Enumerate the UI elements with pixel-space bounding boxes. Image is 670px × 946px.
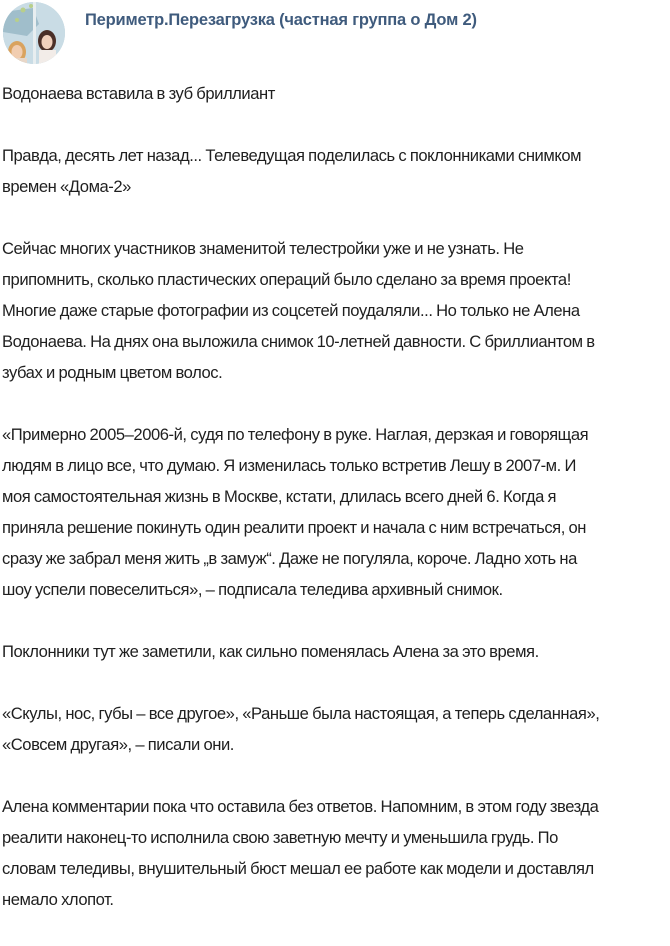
paragraph-lead [2,140,670,202]
paragraph-line: «Скулы, нос, губы – все другое», «Раньше была настоящая, а теперь сделанная», [2,704,600,723]
paragraph-fans [2,636,670,667]
paragraph-line: Многие даже старые фотографии из соцсетей поудаляли... Но только не Алена [2,301,580,320]
paragraph-line: шоу успели повеселиться», – подписала теледива архивный снимок. [2,580,503,599]
paragraph-line: Сейчас многих участников знаменитой телестройки уже и не узнать. Не [2,239,524,258]
group-avatar-photo-icon [3,2,65,64]
paragraph-line: времен «Дома-2» [2,177,131,196]
paragraph-line: моя самостоятельная жизнь в Москве, кстати, длилась всего дней 6. Когда я [2,487,557,506]
post-body [2,78,670,946]
paragraph-line: припомнить, сколько пластических операций было сделано за время проекта! [2,270,571,289]
post-header [0,0,670,70]
paragraph-line: реалити наконец-то исполнила свою заветную мечту и уменьшила грудь. По [2,828,558,847]
paragraph-line: словам теледивы, внушительный бюст мешал ее работе как модели и доставлял [2,859,594,878]
paragraph-comments [2,698,670,760]
paragraph-line: Алена комментарии пока что оставила без ответов. Напомним, в этом году звезда [2,797,599,816]
group-name-link[interactable]: Периметр.Перезагрузка (частная группа о Дом 2) [85,11,477,29]
paragraph-line: людям в лицо все, что думаю. Я изменилась только встретив Лешу в 2007-м. И [2,456,576,475]
paragraph-line: Водонаева. На днях она выложила снимок 10-летней давности. С бриллиантом в [2,332,595,351]
paragraph-line: зубах и родным цветом волос. [2,363,223,382]
paragraph-line: приняла решение покинуть один реалити проект и начала с ним встречаться, он [2,518,587,537]
paragraph-line: сразу же забрал меня жить „в замуж“. Даже не погуляла, короче. Ладно хоть на [2,549,577,568]
paragraph-intro [2,233,670,388]
paragraph-closing [2,791,670,915]
paragraph-line: Правда, десять лет назад... Телеведущая поделилась с поклонниками снимком [2,146,582,165]
paragraph-quote [2,419,670,605]
paragraph-line: «Совсем другая», – писали они. [2,735,234,754]
post-title-text: Водонаева вставила в зуб бриллиант [2,84,275,103]
post-title [2,78,670,109]
paragraph-line: немало хлопот. [2,890,114,909]
paragraph-line: «Примерно 2005–2006-й, судя по телефону в руке. Наглая, дерзкая и говорящая [2,425,589,444]
group-avatar[interactable] [3,2,65,64]
paragraph-line: Поклонники тут же заметили, как сильно поменялась Алена за это время. [2,642,539,661]
